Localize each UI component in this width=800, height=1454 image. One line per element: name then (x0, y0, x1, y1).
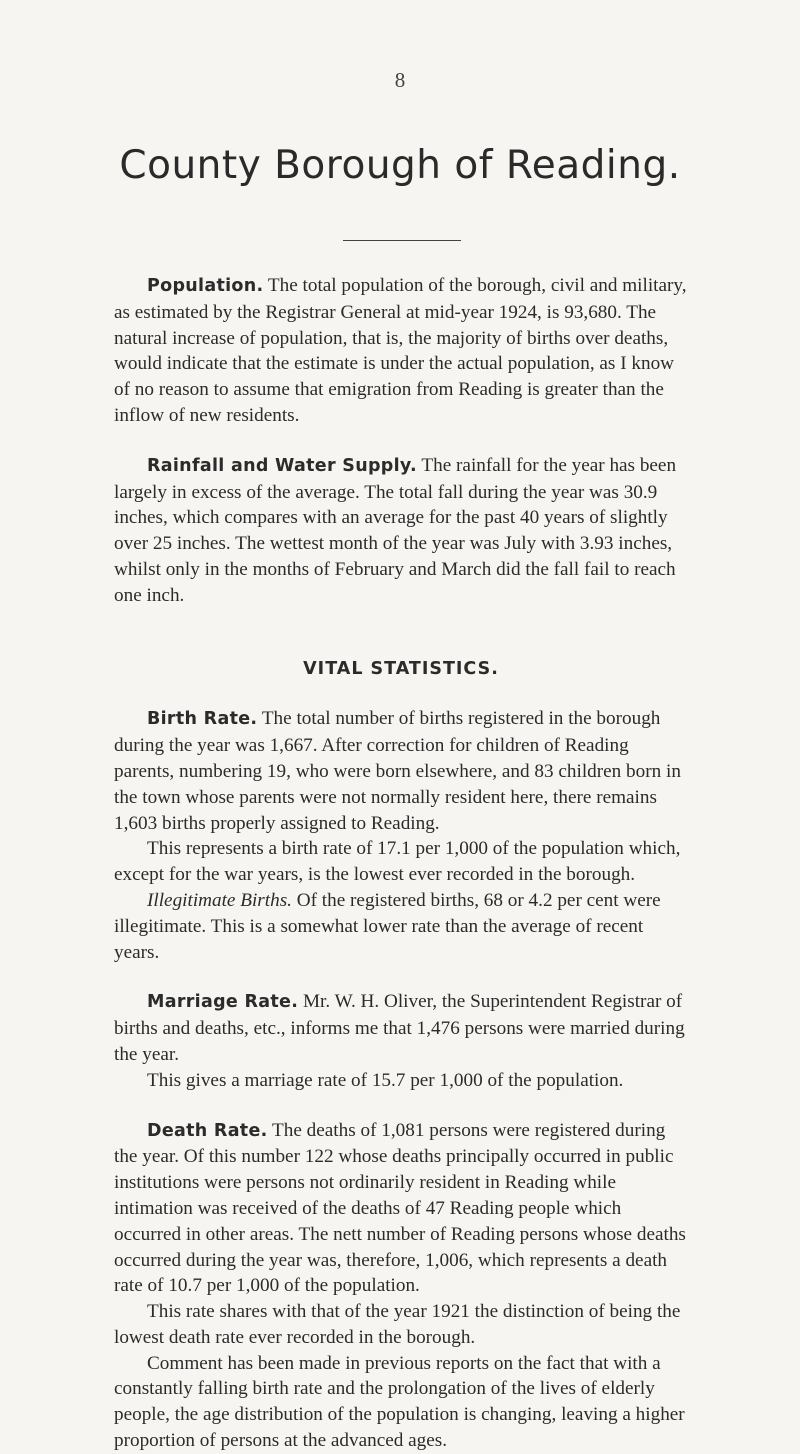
population-paragraph (114, 273, 688, 429)
rainfall-heading: Rainfall and Water Supply. (147, 455, 417, 476)
marriage-rate-heading: Marriage Rate. (147, 992, 299, 1013)
birth-rate-heading: Birth Rate. (147, 709, 258, 730)
birth-rate-paragraph-2: This represents a birth rate of 17.1 per 1,000 of the population which, except for the war years, is the lowest ever recorded in the borough. (114, 838, 681, 886)
death-rate-heading: Death Rate. (147, 1120, 268, 1141)
population-heading: Population. (147, 276, 264, 296)
death-rate-text: The deaths of 1,081 persons were registered during the year. Of this number 122 whose deaths principally occurred in public institutions were persons not ordinarily resident in Reading while intimation was received of the deaths of 47 Reading people which occurred in other areas. The nett number of Reading persons whose deaths occurred during the year was, therefore, 1,006, which represents a death rate of 10.7 per 1,000 of the population. (114, 1119, 686, 1297)
page-number: 8 (394, 68, 406, 92)
population-text: The total population of the borough, civil and military, as estimated by the Registrar General at mid-year 1924, is 93,680. The natural increase of population, that is, the majority of births over deaths, would indicate that the estimate is under the actual population, as I know of no reason to assume that emigration from Reading is greater than the inflow of new residents. (114, 275, 687, 426)
birth-rate-paragraph (114, 706, 688, 836)
page-title: County Borough of Reading. (119, 143, 681, 188)
death-rate-paragraph (114, 1118, 688, 1300)
illegitimate-births-heading: Illegitimate Births. (147, 889, 292, 911)
rainfall-paragraph (114, 453, 688, 609)
marriage-rate-paragraph-2: This gives a marriage rate of 15.7 per 1,000 of the population. (147, 1069, 624, 1091)
rainfall-text: The rainfall for the year has been largely in excess of the average. The total fall during the year was 30.9 inches, which compares with an average for the past 40 years of slightly over 25 inches. The wettest month of the year was July with 3.93 inches, whilst only in the months of February and March did the fall fail to reach one inch. (114, 454, 677, 606)
title-divider (343, 240, 461, 241)
death-rate-paragraph-2: This rate shares with that of the year 1921 the distinction of being the lowest death rate ever recorded in the borough. (114, 1301, 681, 1348)
marriage-rate-text: Mr. W. H. Oliver, the Superintendent Registrar of births and deaths, etc., informs me that 1,476 persons were married during the year. (114, 991, 685, 1065)
vital-statistics-title: VITAL STATISTICS. (303, 658, 499, 679)
illegitimate-births-paragraph (114, 888, 688, 965)
birth-rate-text: The total number of births registered in the borough during the year was 1,667. After correction for children of Reading parents, numbering 19, who were born elsewhere, and 83 children born in the town whose parents were not normally resident here, there remains 1,603 births properly assigned to Reading. (114, 708, 681, 834)
death-rate-paragraph-3: Comment has been made in previous reports on the fact that with a constantly falling birth rate and the prolongation of the lives of elderly people, the age distribution of the population is changing, leaving a higher proportion of persons at the advanced ages. (114, 1352, 685, 1452)
illegitimate-births-text: Of the registered births, 68 or 4.2 per cent were illegitimate. This is a somewhat lower rate than the average of recent years. (114, 889, 661, 963)
marriage-rate-paragraph (114, 989, 688, 1067)
